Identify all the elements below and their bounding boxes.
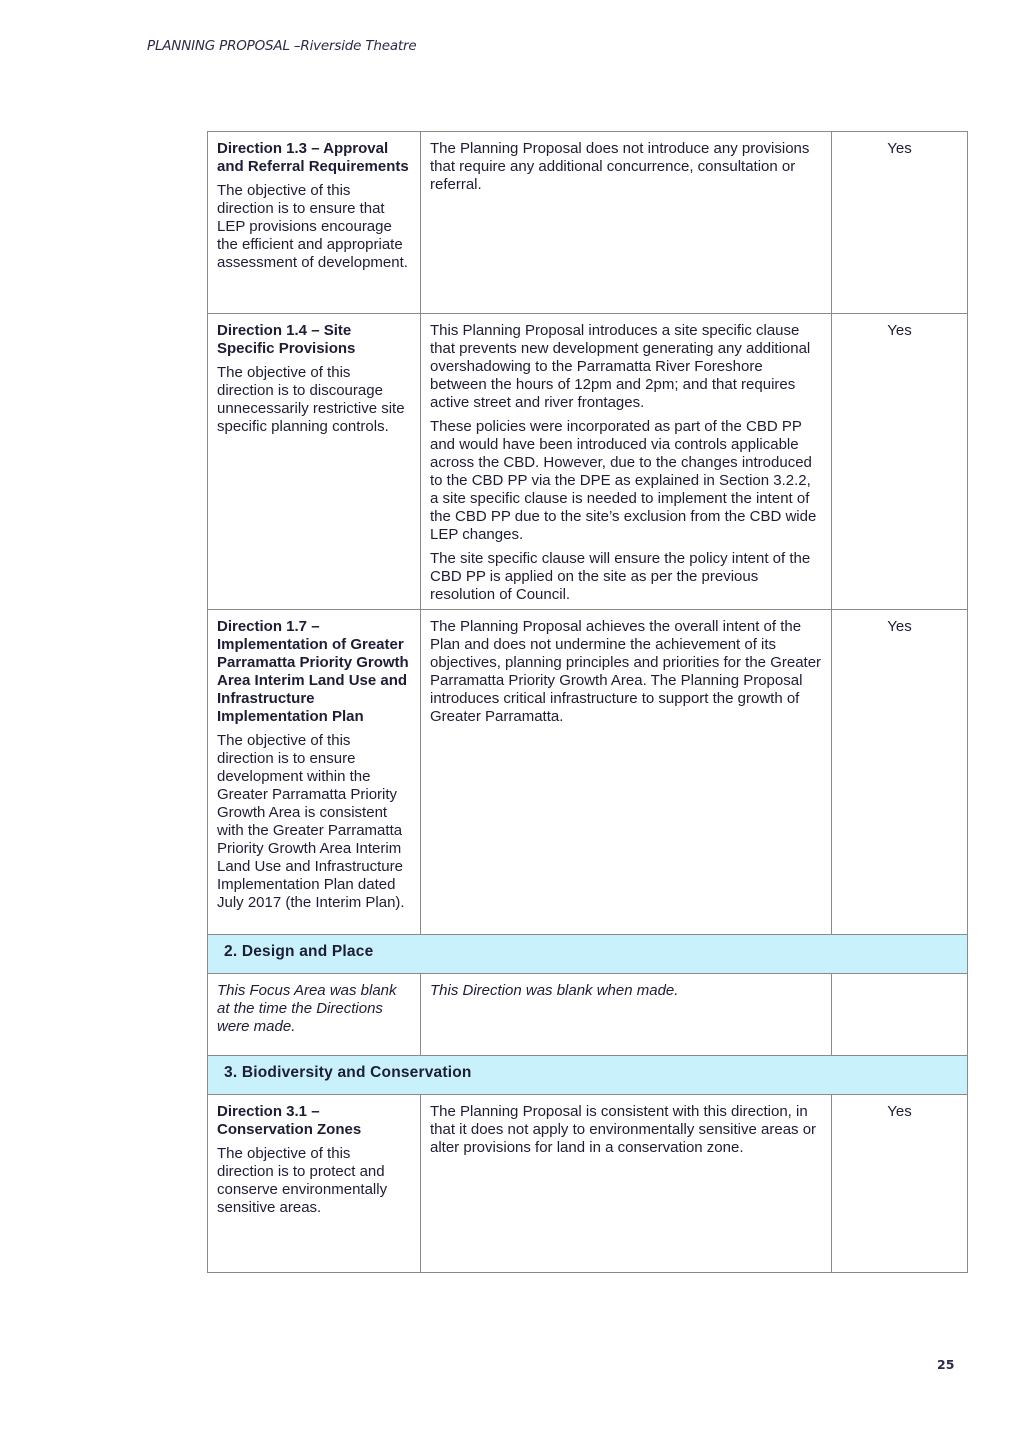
response-paragraph: The site specific clause will ensure the policy intent of the CBD PP is applied on the site as per the previous resolution of Council. — [430, 550, 811, 603]
response-paragraph: This Planning Proposal introduces a site specific clause that prevents new development generating any additional overshadowing to the Parramatta River Foreshore between the hours of 12pm and 2pm; and that requires active street and river frontages. — [430, 322, 811, 411]
direction-cell — [208, 1095, 421, 1273]
response-cell — [421, 132, 832, 314]
direction-title: Direction 1.3 – Approval and Referral Requirements — [217, 140, 409, 175]
status-cell: Yes — [832, 1095, 968, 1273]
table-row — [208, 132, 968, 314]
response-paragraph: The Planning Proposal is consistent with this direction, in that it does not apply to environmentally sensitive areas or alter provisions for land in a conservation zone. — [430, 1103, 817, 1156]
document-header: PLANNING PROPOSAL –Riverside Theatre — [147, 38, 417, 54]
response-cell — [421, 1095, 832, 1273]
response-cell — [421, 314, 832, 610]
direction-title: Direction 1.7 – Implementation of Greater Parramatta Priority Growth Area Interim Land Use and Infrastructure Implementation Plan — [217, 618, 409, 725]
section-heading: 3. Biodiversity and Conservation — [208, 1056, 968, 1095]
response-cell — [421, 974, 832, 1056]
blank-focus-area-note: This Focus Area was blank at the time the Directions were made. — [217, 982, 397, 1035]
direction-objective: The objective of this direction is to ensure that LEP provisions encourage the efficient and appropriate assessment of development. — [217, 182, 408, 271]
status-cell: Yes — [832, 610, 968, 935]
direction-cell — [208, 132, 421, 314]
response-cell — [421, 610, 832, 935]
response-paragraph: The Planning Proposal does not introduce any provisions that require any additional concurrence, consultation or referral. — [430, 140, 810, 193]
direction-cell — [208, 314, 421, 610]
table-row — [208, 610, 968, 935]
section-heading: 2. Design and Place — [208, 935, 968, 974]
direction-objective: The objective of this direction is to discourage unnecessarily restrictive site specific planning controls. — [217, 364, 405, 435]
blank-direction-note: This Direction was blank when made. — [430, 982, 679, 999]
direction-cell — [208, 974, 421, 1056]
direction-objective: The objective of this direction is to ensure development within the Greater Parramatta Priority Growth Area is consistent with the Greater Parramatta Priority Growth Area Interim Land Use and Infrastructure Implementation Plan dated July 2017 (the Interim Plan). — [217, 732, 405, 911]
table-row — [208, 1095, 968, 1273]
section-heading-row — [208, 935, 968, 974]
section-heading-row — [208, 1056, 968, 1095]
status-cell — [832, 974, 968, 1056]
direction-title: Direction 3.1 – Conservation Zones — [217, 1103, 362, 1138]
table-row — [208, 974, 968, 1056]
response-paragraph: The Planning Proposal achieves the overall intent of the Plan and does not undermine the achievement of its objectives, planning principles and priorities for the Greater Parramatta Priority Growth Area. The Planning Proposal introduces critical infrastructure to support the growth of Greater Parramatta. — [430, 618, 822, 725]
direction-objective: The objective of this direction is to protect and conserve environmentally sensitive areas. — [217, 1145, 388, 1216]
page-number: 25 — [937, 1357, 955, 1372]
status-cell: Yes — [832, 314, 968, 610]
direction-cell — [208, 610, 421, 935]
consistency-table — [207, 131, 968, 1273]
table-row — [208, 314, 968, 610]
response-paragraph: These policies were incorporated as part of the CBD PP and would have been introduced via controls applicable across the CBD. However, due to the changes introduced to the CBD PP via the DPE as explained in Section 3.2.2, a site specific clause is needed to implement the intent of the CBD PP due to the site’s exclusion from the CBD wide LEP changes. — [430, 418, 817, 543]
status-cell: Yes — [832, 132, 968, 314]
direction-title: Direction 1.4 – Site Specific Provisions — [217, 322, 356, 357]
